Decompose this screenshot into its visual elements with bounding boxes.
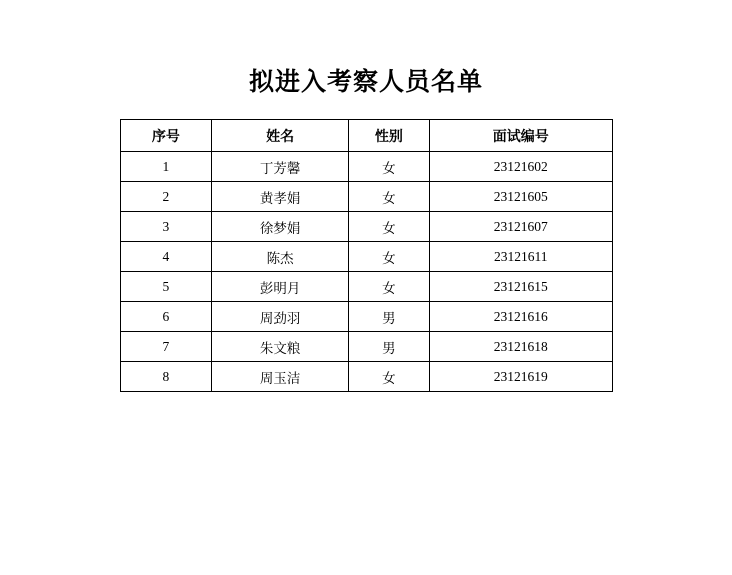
cell-gender: 女 (348, 272, 429, 302)
cell-index: 2 (120, 182, 212, 212)
table-header (120, 120, 612, 152)
cell-index: 7 (120, 332, 212, 362)
column-header-interview-id: 面试编号 (429, 120, 612, 152)
table-row (120, 212, 612, 242)
cell-interview-id: 23121605 (429, 182, 612, 212)
cell-interview-id: 23121619 (429, 362, 612, 392)
cell-interview-id: 23121611 (429, 242, 612, 272)
cell-name: 徐梦娟 (212, 212, 349, 242)
cell-interview-id: 23121616 (429, 302, 612, 332)
cell-interview-id: 23121615 (429, 272, 612, 302)
cell-gender: 男 (348, 302, 429, 332)
cell-interview-id: 23121602 (429, 152, 612, 182)
table-row (120, 332, 612, 362)
column-header-gender: 性别 (348, 120, 429, 152)
table-row (120, 362, 612, 392)
cell-interview-id: 23121618 (429, 332, 612, 362)
cell-name: 朱文粮 (212, 332, 349, 362)
roster-table-container (0, 119, 732, 392)
page-title: 拟进入考察人员名单 (248, 68, 483, 96)
table-row (120, 152, 612, 182)
cell-index: 4 (120, 242, 212, 272)
cell-name: 黄孝娟 (212, 182, 349, 212)
table-header-row (120, 120, 612, 152)
cell-gender: 女 (348, 242, 429, 272)
cell-name: 丁芳馨 (212, 152, 349, 182)
cell-index: 6 (120, 302, 212, 332)
cell-gender: 女 (348, 362, 429, 392)
table-row (120, 182, 612, 212)
cell-name: 周劲羽 (212, 302, 349, 332)
cell-index: 3 (120, 212, 212, 242)
table-body (120, 152, 612, 392)
cell-gender: 女 (348, 152, 429, 182)
cell-gender: 女 (348, 212, 429, 242)
cell-name: 彭明月 (212, 272, 349, 302)
cell-gender: 女 (348, 182, 429, 212)
cell-index: 5 (120, 272, 212, 302)
table-row (120, 242, 612, 272)
column-header-index: 序号 (120, 120, 212, 152)
roster-table (120, 119, 613, 392)
cell-gender: 男 (348, 332, 429, 362)
table-row (120, 272, 612, 302)
cell-index: 8 (120, 362, 212, 392)
table-row (120, 302, 612, 332)
cell-index: 1 (120, 152, 212, 182)
column-header-name: 姓名 (212, 120, 349, 152)
cell-name: 陈杰 (212, 242, 349, 272)
cell-name: 周玉洁 (212, 362, 349, 392)
cell-interview-id: 23121607 (429, 212, 612, 242)
